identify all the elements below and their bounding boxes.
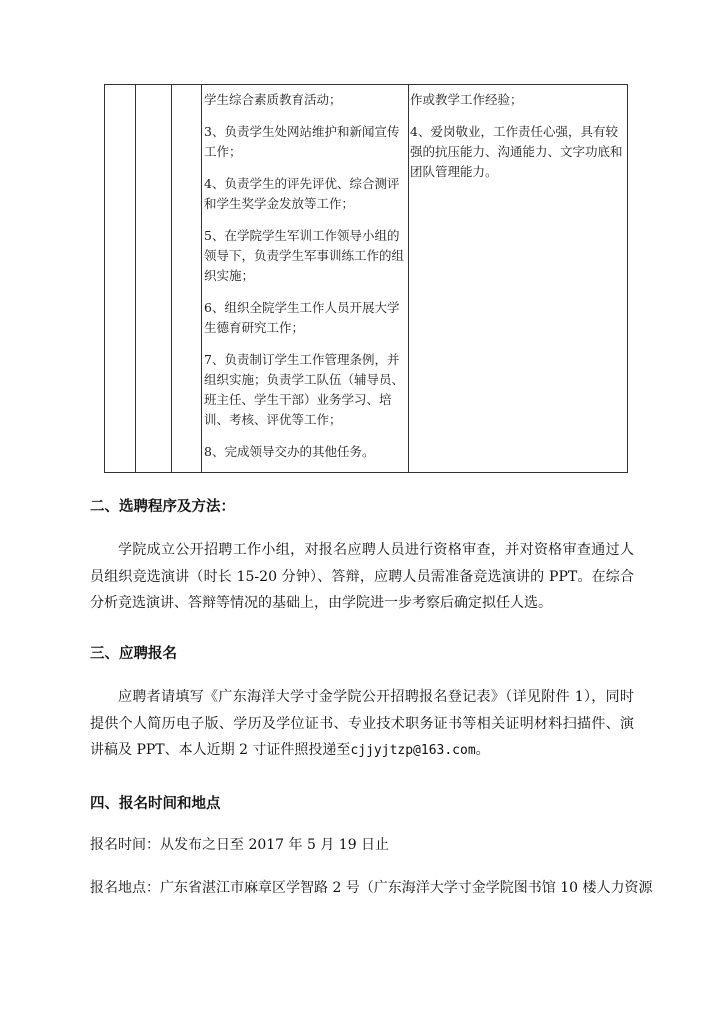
table-divider — [135, 85, 136, 472]
email-address: cjjyjtzp@163.com — [350, 743, 476, 758]
table-divider — [408, 85, 409, 472]
paragraph-end: 。 — [475, 742, 490, 758]
section-heading: 三、应聘报名 — [90, 646, 177, 662]
duty-item: 8、完成领导交办的其他任务。 — [204, 444, 375, 459]
position-table — [104, 84, 628, 473]
requirement-item: 作或教学工作经验； — [410, 92, 523, 107]
duty-item: 5、在学院学生军训工作领导小组的领导下，负责学生军事训练工作的组织实施； — [204, 228, 405, 283]
duty-item: 7、负责制订学生工作管理条例，并组织实施；负责学工队伍（辅导员、班主任、学生干部）业务学习、培训、考核、评优等工作； — [204, 352, 405, 427]
duties-cell — [204, 90, 408, 474]
section-paragraph: 学院成立公开招聘工作小组，对报名应聘人员进行资格审查，并对资格审查通过人员组织竞选演讲（时长 15-20 分钟）、答辩，应聘人员需准备竞选演讲的 PPT。在综合分析竞选演讲、答辩等情况的基础上，由学院进一步考察后确定拟任人选。 — [90, 542, 634, 611]
requirement-item: 4、爱岗敬业，工作责任心强，具有较强的抗压能力、沟通能力、文字功底和团队管理能力。 — [410, 124, 623, 179]
section-heading: 四、报名时间和地点 — [90, 796, 221, 812]
table-divider — [201, 85, 202, 472]
paragraph-text: 应聘者请填写《广东海洋大学寸金学院公开招聘报名登记表》（详见附件 1），同时提供个人简历电子版、学历及学位证书、专业技术职务证书等相关证明材料扫描件、演讲稿及 PPT、本人近期 2 寸证件照投递至 — [90, 689, 634, 758]
duty-item: 6、组织全院学生工作人员开展大学生德育研究工作； — [204, 300, 400, 335]
duty-item: 3、负责学生处网站维护和新闻宣传工作； — [204, 124, 400, 159]
requirements-cell — [410, 90, 624, 194]
table-divider — [171, 85, 172, 472]
section-heading: 二、选聘程序及方法： — [90, 499, 235, 515]
registration-place: 报名地点：广东省湛江市麻章区学智路 2 号（广东海洋大学寸金学院图书馆 10 楼人力资源 — [90, 880, 653, 896]
duty-item: 4、负责学生的评先评优、综合测评和学生奖学金发放等工作； — [204, 176, 400, 211]
duty-item: 学生综合素质教育活动； — [204, 92, 342, 107]
registration-time: 报名时间：从发布之日至 2017 年 5 月 19 日止 — [90, 837, 390, 853]
section-paragraph — [90, 684, 634, 765]
